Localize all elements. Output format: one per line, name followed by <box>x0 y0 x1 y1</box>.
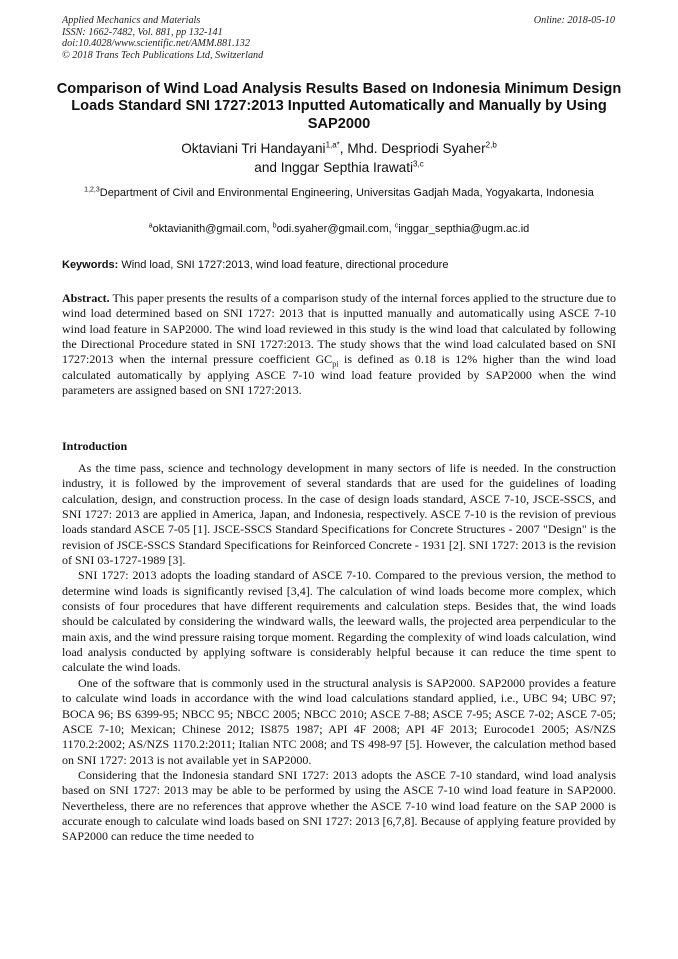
issn-line: ISSN: 1662-7482, Vol. 881, pp 132-141 <box>62 26 223 38</box>
email-superscript: a <box>148 222 153 230</box>
author-superscript: 2,b <box>485 140 497 150</box>
email-separator: , <box>388 223 395 235</box>
email-link[interactable]: inggar_septhia@ugm.ac.id <box>398 223 530 235</box>
author-name: Mhd. Despriodi Syaher <box>347 141 486 156</box>
email-separator: , <box>266 223 273 235</box>
author-superscript: 1,a* <box>325 140 340 150</box>
keywords-label: Keywords: <box>62 259 119 271</box>
doi-line: doi:10.4028/www.scientific.net/AMM.881.132 <box>62 38 250 50</box>
abstract <box>62 291 616 398</box>
affiliation-text: Department of Civil and Environmental Engineering, Universitas Gadjah Mada, Yogyakarta, Indonesia <box>99 187 594 199</box>
abstract-subscript: pi <box>332 359 339 369</box>
body-paragraph: One of the software that is commonly used in the structural analysis is SAP2000. SAP2000 provides a feature to calculate wind loads in accordance with the wind load calculations standard applied, i.e., UBC 94; UBC 97; BOCA 96; BS 6399-95; NBCC 95; NBCC 2005; NBCC 2010; ASCE 7-88; ASCE 7-95; ASCE 7-02; ASCE 7-05; ASCE 7-10; Mexican; Chinese 2012; IS875 1987; API 4F 2008; API 4F 2013; Eurocode1 2005; AS/NZS 1170.2:2002; AS/NZS 1170.2:2011; Italian NTC 2008; and TS 498-97 [5]. However, the calculation method based on SNI 1727: 2013 is not available yet in SAP2000. <box>62 675 616 767</box>
abstract-text-continued: is defined as 0.18 is 12% higher than the wind load calculated automatically by applying ASCE 7-10 wind load feature provided by SAP2000 when the wind parameters are assigned based on SNI 1727:2013. <box>62 352 617 398</box>
affiliation <box>62 186 616 201</box>
abstract-text: This paper presents the results of a comparison study of the internal forces applied to the structure due to wind load determined based on SNI 1727: 2013 that is inputted manually and automatically using ASCE 7-10 wind load feature in SAP2000. The wind load reviewed in this study is the wind load that calculated by following the Directional Procedure stated in SNI 1727:2013. The study shows that the wind load calculated based on SNI 1727:2013 when the internal pressure coefficient GC <box>62 291 616 367</box>
journal-info <box>62 15 263 61</box>
email-superscript: c <box>394 222 399 230</box>
keywords-text: Wind load, SNI 1727:2013, wind load feature, directional procedure <box>121 259 449 271</box>
author-name: Inggar Septhia Irawati <box>280 160 414 175</box>
email-list <box>62 222 616 236</box>
journal-name: Applied Mechanics and Materials <box>62 15 201 26</box>
body-paragraph: Considering that the Indonesia standard SNI 1727: 2013 adopts the ASCE 7-10 standard, wind load analysis based on SNI 1727: 2013 may be able to be performed by using the ASCE 7-10 wind load feature in SAP2000. Nevertheless, there are no references that approve whether the ASCE 7-10 wind load feature on the SAP 2000 is accurate enough to calculate wind loads based on SNI 1727: 2013 [6,7,8]. Because of applying feature provided by SAP2000 can reduce the time needed to <box>62 767 616 844</box>
section-heading-introduction: Introduction <box>62 439 128 453</box>
abstract-label: Abstract. <box>62 291 110 305</box>
copyright-line: © 2018 Trans Tech Publications Ltd, Switzerland <box>62 49 264 61</box>
keywords <box>62 258 616 272</box>
author-list <box>40 139 638 177</box>
author-name: Oktaviani Tri Handayani <box>181 141 326 156</box>
email-link[interactable]: oktavianith@gmail.com <box>152 223 267 235</box>
body-paragraph: As the time pass, science and technology development in many sectors of life is needed. In the construction industry, it is followed by the improvement of several standards that are used for the guidelines of loading calculation, design, and construction process. In the case of design loads standard, ASCE 7-10, JSCE-SSCS, and SNI 1727: 2013 are applied in America, Japan, and Indonesia, respectively. ASCE 7-10 is the revision of previous loads standard ASCE 7-05 [1]. JSCE-SSCS Standard Specifications for Concrete Structures - 2007 "Design" is the revision of JSCE-SSCS Standard Specifications for Reinforced Concrete - 1931 [2]. SNI 1727: 2013 is the revision of SNI 03-1727-1989 [3]. <box>62 461 616 568</box>
body-paragraph: SNI 1727: 2013 adopts the loading standard of ASCE 7-10. Compared to the previous version, the method to determine wind loads is significantly revised [3,4]. The calculation of wind loads become more complex, which consists of four procedures that have different requirements and calculation steps. Besides that, the wind loads should be calculated by considering the windward walls, the leeward walls, the projected area perpendicular to the main axis, and the wind pressure raising torque moment. Regarding the complexity of wind loads calculation, wind load analysis conducted by applying software is considerably helpful because it can reduce the time spent to calculate the wind loads. <box>62 568 616 675</box>
paper-title: Comparison of Wind Load Analysis Results Based on Indonesia Minimum Design Loads Standard SNI 1727:2013 Inputted Automatically and Manually by Using SAP2000 <box>56 81 622 132</box>
email-superscript: b <box>272 222 277 230</box>
email-link[interactable]: odi.syaher@gmail.com <box>276 223 389 235</box>
author-superscript: 3,c <box>413 159 424 169</box>
introduction-body <box>62 461 616 845</box>
author-separator: and <box>254 160 281 175</box>
affiliation-superscript: 1,2,3 <box>84 186 100 194</box>
online-date: Online: 2018-05-10 <box>533 15 615 26</box>
author-separator: , <box>339 141 348 156</box>
